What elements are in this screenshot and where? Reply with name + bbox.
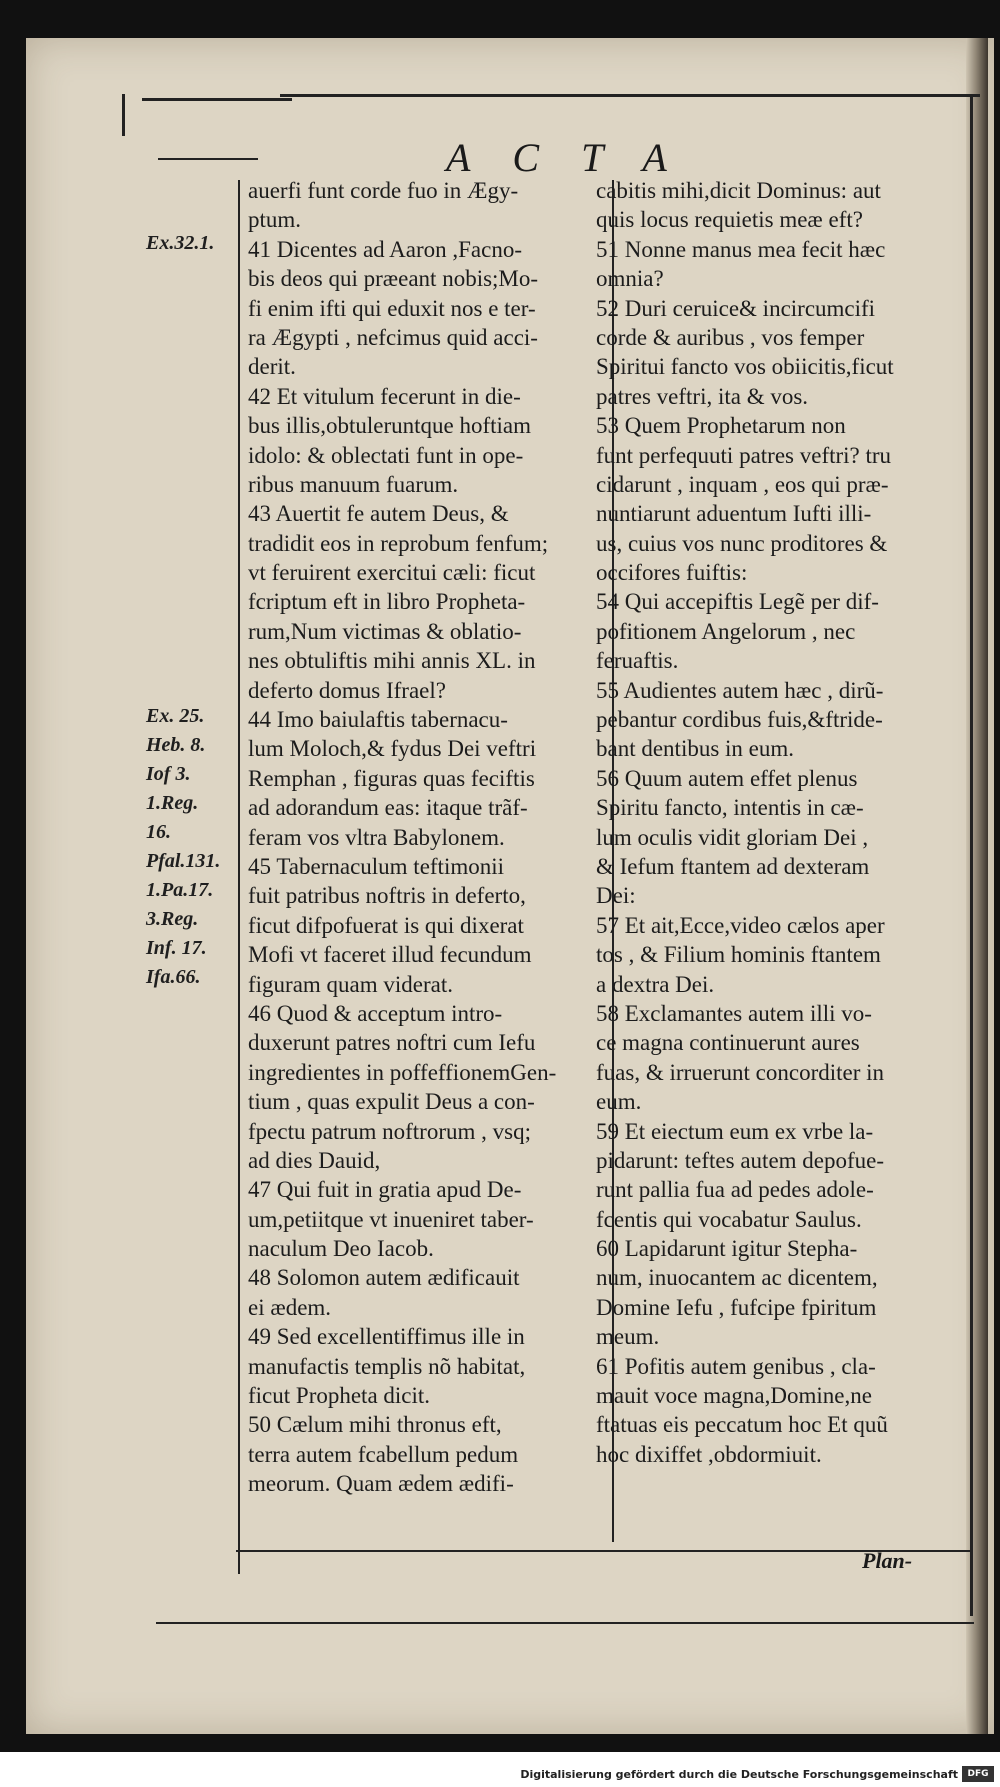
text-line: 45 Tabernaculum teftimonii bbox=[248, 853, 505, 879]
margin-note-group bbox=[146, 702, 220, 992]
text-line: idolo: & oblectati funt in ope- bbox=[248, 442, 524, 468]
text-line: nes obtuliftis mihi annis XL. in bbox=[248, 648, 536, 674]
text-line: meum. bbox=[596, 1324, 660, 1350]
dfg-logo: DFG bbox=[962, 1766, 994, 1782]
text-line: us, cuius vos nunc proditores & bbox=[596, 530, 888, 556]
text-line: 51 Nonne manus mea fecit hæc bbox=[596, 236, 886, 262]
text-line: 50 Cælum mihi thronus eft, bbox=[248, 1412, 502, 1438]
frame-right bbox=[970, 96, 973, 1616]
text-line: 42 Et vitulum fecerunt in die- bbox=[248, 383, 521, 409]
text-line: terra autem fcabellum pedum bbox=[248, 1441, 519, 1467]
text-line: ribus manuum fuarum. bbox=[248, 471, 459, 497]
text-line: ficut Propheta dicit. bbox=[248, 1383, 431, 1409]
text-line: 61 Pofitis autem genibus , cla- bbox=[596, 1353, 876, 1379]
text-line: fuas, & irruerunt concorditer in bbox=[596, 1059, 885, 1085]
text-line: ad dies Dauid, bbox=[248, 1147, 381, 1173]
text-line: ce magna continuerunt aures bbox=[596, 1030, 860, 1056]
digitization-footer bbox=[0, 1752, 1000, 1787]
text-line: 56 Quum autem effet plenus bbox=[596, 765, 858, 791]
text-line: 43 Auertit fe autem Deus, & bbox=[248, 501, 509, 527]
text-line: quis locus requietis meæ eft? bbox=[596, 207, 863, 233]
margin-note: 1.Reg. bbox=[146, 792, 199, 814]
left-text-border bbox=[238, 180, 240, 1574]
text-line: pofitionem Angelorum , nec bbox=[596, 618, 856, 644]
header-rule-right bbox=[280, 94, 980, 97]
catchword: Plan- bbox=[862, 1548, 913, 1573]
margin-note: Heb. 8. bbox=[146, 734, 206, 756]
text-line: 53 Quem Prophetarum non bbox=[596, 413, 846, 439]
text-line: deferto domus Ifrael? bbox=[248, 677, 446, 703]
text-line: ficut difpofuerat is qui dixerat bbox=[248, 912, 524, 938]
text-line: derit. bbox=[248, 354, 296, 380]
margin-note: Inf. 17. bbox=[146, 937, 207, 959]
footer-credit: Digitalisierung gefördert durch die Deutsche Forschungsgemeinschaft bbox=[520, 1768, 958, 1781]
text-line: 49 Sed excellentiffimus ille in bbox=[248, 1324, 525, 1350]
text-line: fcriptum eft in libro Propheta- bbox=[248, 589, 526, 615]
margin-note: Pfal.131. bbox=[146, 850, 221, 872]
text-line: ad adorandum eas: itaque trãf- bbox=[248, 795, 528, 821]
text-line: bant dentibus in eum. bbox=[596, 736, 795, 762]
frame-left-top bbox=[122, 94, 125, 136]
text-line: Spiritui fancto vos obiicitis,ficut bbox=[596, 354, 894, 380]
text-line: fpectu patrum noftrorum , vsq; bbox=[248, 1118, 531, 1144]
text-line: naculum Deo Iacob. bbox=[248, 1236, 434, 1262]
text-line: tradidit eos in reprobum fenfum; bbox=[248, 530, 549, 556]
text-line: 58 Exclamantes autem illi vo- bbox=[596, 1000, 872, 1026]
text-line: ptum. bbox=[248, 207, 302, 233]
footer-rule bbox=[156, 1622, 974, 1624]
text-line: Mofi vt faceret illud fecundum bbox=[248, 942, 532, 968]
text-line: 48 Solomon autem ædificauit bbox=[248, 1265, 520, 1291]
right-text-column bbox=[596, 176, 940, 1469]
text-line: ingredientes in poffeffionemGen- bbox=[248, 1059, 557, 1085]
text-line: um,petiitque vt inueniret taber- bbox=[248, 1206, 534, 1232]
text-line: 57 Et ait,Ecce,video cælos aper bbox=[596, 912, 885, 938]
text-line: 44 Imo baiulaftis tabernacu- bbox=[248, 707, 508, 733]
text-line: tos , & Filium hominis ftantem bbox=[596, 942, 881, 968]
text-line: 55 Audientes autem hæc , dirũ- bbox=[596, 677, 884, 703]
text-line: Remphan , figuras quas feciftis bbox=[248, 765, 535, 791]
page-title: ACTA bbox=[446, 135, 709, 180]
text-line: ftatuas eis peccatum hoc Et quũ bbox=[596, 1412, 888, 1438]
text-line: 47 Qui fuit in gratia apud De- bbox=[248, 1177, 522, 1203]
header-rule-left bbox=[142, 98, 292, 101]
text-line: manufactis templis nõ habitat, bbox=[248, 1353, 526, 1379]
text-line: 52 Duri ceruice& incircumcifi bbox=[596, 295, 876, 321]
text-line: 46 Quod & acceptum intro- bbox=[248, 1000, 503, 1026]
text-line: 41 Dicentes ad Aaron ,Facno- bbox=[248, 236, 523, 262]
text-line: bis deos qui præeant nobis;Mo- bbox=[248, 266, 539, 292]
margin-note: Ifa.66. bbox=[146, 966, 201, 988]
text-line: 54 Qui accepiftis Legẽ per dif- bbox=[596, 589, 879, 615]
text-line: num, inuocantem ac dicentem, bbox=[596, 1265, 878, 1291]
text-line: lum oculis vidit gloriam Dei , bbox=[596, 824, 869, 850]
text-line: funt perfequuti patres veftri? tru bbox=[596, 442, 892, 468]
left-text-column bbox=[248, 176, 590, 1499]
margin-note: Iof 3. bbox=[146, 763, 191, 785]
text-line: nuntiarunt aduentum Iufti illi- bbox=[596, 501, 872, 527]
text-line: Spiritu fancto, intentis in cæ- bbox=[596, 795, 864, 821]
text-line: omnia? bbox=[596, 266, 664, 292]
text-line: duxerunt patres noftri cum Iefu bbox=[248, 1030, 536, 1056]
text-line: vt feruirent exercitui cæli: ficut bbox=[248, 560, 536, 586]
text-line: mauit voce magna,Domine,ne bbox=[596, 1383, 872, 1409]
text-line: fcentis qui vocabatur Saulus. bbox=[596, 1206, 862, 1232]
text-line: Dei: bbox=[596, 883, 636, 909]
margin-note: 16. bbox=[146, 821, 171, 843]
text-line: 59 Et eiectum eum ex vrbe la- bbox=[596, 1118, 874, 1144]
margin-note: 1.Pa.17. bbox=[146, 879, 214, 901]
text-line: rum,Num victimas & oblatio- bbox=[248, 618, 522, 644]
margin-note: Ex.32.1. bbox=[146, 232, 215, 254]
text-line: tium , quas expulit Deus a con- bbox=[248, 1089, 535, 1115]
text-line: fi enim ifti qui eduxit nos e ter- bbox=[248, 295, 536, 321]
margin-note: Ex. 25. bbox=[146, 705, 205, 727]
text-line: feruaftis. bbox=[596, 648, 679, 674]
title-rule bbox=[158, 158, 258, 160]
margin-note: 3.Reg. bbox=[146, 908, 199, 930]
text-line: occifores fuiftis: bbox=[596, 560, 748, 586]
text-line: figuram quam viderat. bbox=[248, 971, 454, 997]
margin-note-top bbox=[146, 229, 214, 258]
text-line: corde & auribus , vos femper bbox=[596, 324, 865, 350]
text-line: cidarunt , inquam , eos qui præ- bbox=[596, 471, 889, 497]
text-line: ra Ægypti , nefcimus quid acci- bbox=[248, 324, 538, 350]
text-line: fuit patribus noftris in deferto, bbox=[248, 883, 526, 909]
text-line: Domine Iefu , fufcipe fpiritum bbox=[596, 1294, 877, 1320]
text-line: feram vos vltra Babylonem. bbox=[248, 824, 505, 850]
text-line: runt pallia fua ad pedes adole- bbox=[596, 1177, 874, 1203]
text-line: pebantur cordibus fuis,&ftride- bbox=[596, 707, 883, 733]
text-line: patres veftri, ita & vos. bbox=[596, 383, 809, 409]
text-line: bus illis,obtuleruntque hoftiam bbox=[248, 413, 531, 439]
text-line: cabitis mihi,dicit Dominus: aut bbox=[596, 178, 881, 203]
text-line: a dextra Dei. bbox=[596, 971, 715, 997]
text-line: auerfi funt corde fuo in Ægy- bbox=[248, 178, 519, 203]
text-line: eum. bbox=[596, 1089, 642, 1115]
text-line: ei ædem. bbox=[248, 1294, 332, 1320]
text-line: pidarunt: teftes autem depofue- bbox=[596, 1147, 885, 1173]
text-line: lum Moloch,& fydus Dei veftri bbox=[248, 736, 537, 762]
text-line: & Iefum ftantem ad dexteram bbox=[596, 853, 870, 879]
text-line: 60 Lapidarunt igitur Stepha- bbox=[596, 1236, 858, 1262]
text-line: hoc dixiffet ,obdormiuit. bbox=[596, 1441, 822, 1467]
text-line: meorum. Quam ædem ædifi- bbox=[248, 1471, 514, 1497]
